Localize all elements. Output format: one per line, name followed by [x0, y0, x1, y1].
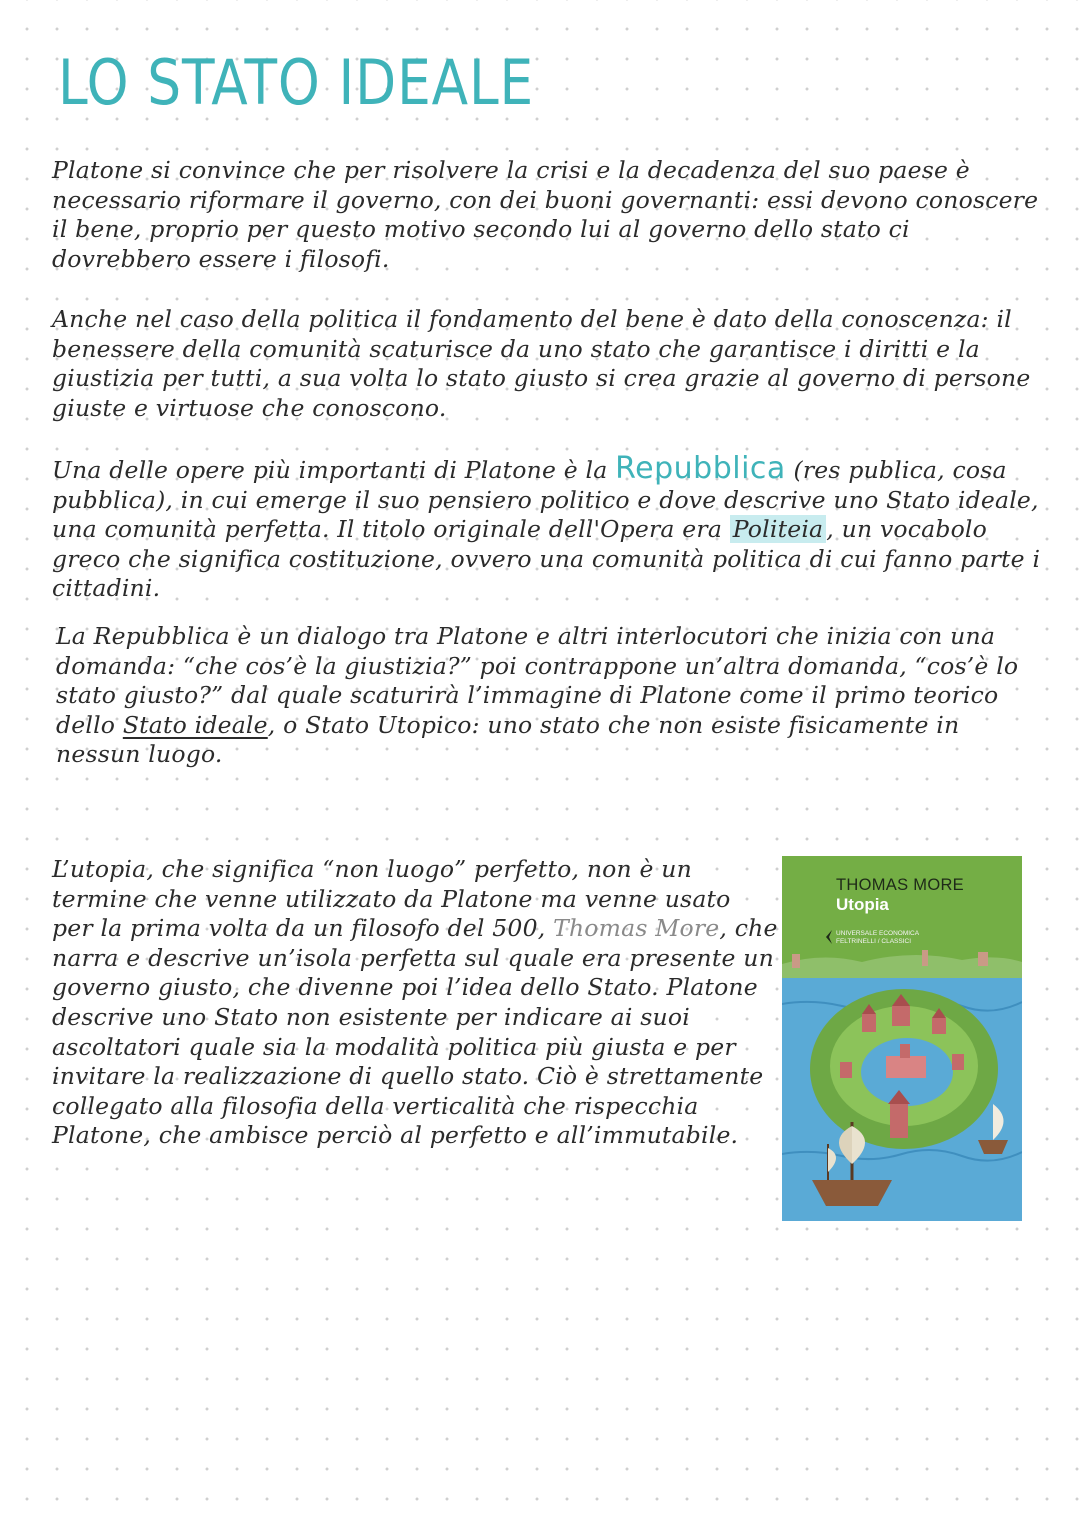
thomas-more-name: Thomas More — [553, 914, 720, 943]
paragraph-4-text-b: , o Stato Utopico: uno stato che non esiste fisicamente in nessun luogo. — [56, 710, 960, 769]
paragraph-1: Platone si convince che per risolvere la crisi e la decadenza del suo paese è necessario riformare il governo, con dei buoni governanti: essi devono conoscere il bene, proprio per questo motivo secondo lui al governo dello stato ci dovrebbero essere i filosofi. — [52, 156, 1039, 273]
utopia-island-illustration — [782, 944, 1022, 1221]
book-author: THOMAS MORE — [836, 876, 964, 894]
paragraph-3-text-c: , un vocabolo greco che significa costituzione, ovvero una comunità politica di cui fanno parte i cittadini. — [52, 515, 1041, 603]
paragraph-4-text-a: La Repubblica è un dialogo tra Platone e altri interlocutori che inizia con una domanda: “che cos’è la giustizia?” poi contrappone un’altra domanda, “cos’è lo stato giusto?” dal quale scaturirà l’immagine di Platone come il primo teorico dello — [56, 622, 1019, 739]
repubblica-highlight: Repubblica — [615, 451, 786, 486]
book-series: UNIVERSALE ECONOMICA FELTRINELLI / CLASSICI — [836, 930, 919, 945]
page-title: LO STATO IDEALE — [58, 46, 535, 119]
paragraph-3-text-b: (res publica, cosa pubblica), in cui emerge il suo pensiero politico e dove descrive uno Stato ideale, una comunità perfetta. Il titolo originale dell'Opera era — [52, 456, 1039, 544]
paragraph-5-text-b: , che narra e descrive un’isola perfetta sul quale era presente un governo giusto, che divenne poi l’idea dello Stato. Platone descrive uno Stato non esistente per indicare ai suoi ascoltatori quale sia la modalità politica più giusta e per invitare la realizzazione di quello stato. Ciò è strettamente collegato alla filosofia della verticalità che rispecchia Platone, che ambisce perciò al perfetto e all’immutabile. — [52, 914, 778, 1150]
paragraph-3-text-a: Una delle opere più importanti di Platone è la — [52, 456, 616, 484]
paragraph-5-text-a: L’utopia, che significa “non luogo” perfetto, non è un termine che venne utilizzato da Platone ma venne usato per la prima volta da un filosofo del 500, — [52, 855, 731, 943]
paragraph-5 — [52, 855, 778, 1151]
paragraph-2: Anche nel caso della politica il fondamento del bene è dato della conoscenza: il benessere della comunità scaturisce da uno stato che garantisce i diritti e la giustizia per tutti, a sua volta lo stato giusto si crea grazie al governo di persone giuste e virtuose che conoscono. — [52, 305, 1031, 422]
book-title: Utopia — [836, 895, 889, 914]
paragraph-4 — [56, 622, 1031, 770]
utopia-book-cover — [782, 856, 1022, 1221]
stato-ideale-underlined: Stato ideale — [122, 710, 268, 739]
politeia-highlight: Politeia — [730, 515, 827, 543]
feltrinelli-logo-icon — [824, 930, 834, 944]
paragraph-3 — [52, 451, 1042, 604]
